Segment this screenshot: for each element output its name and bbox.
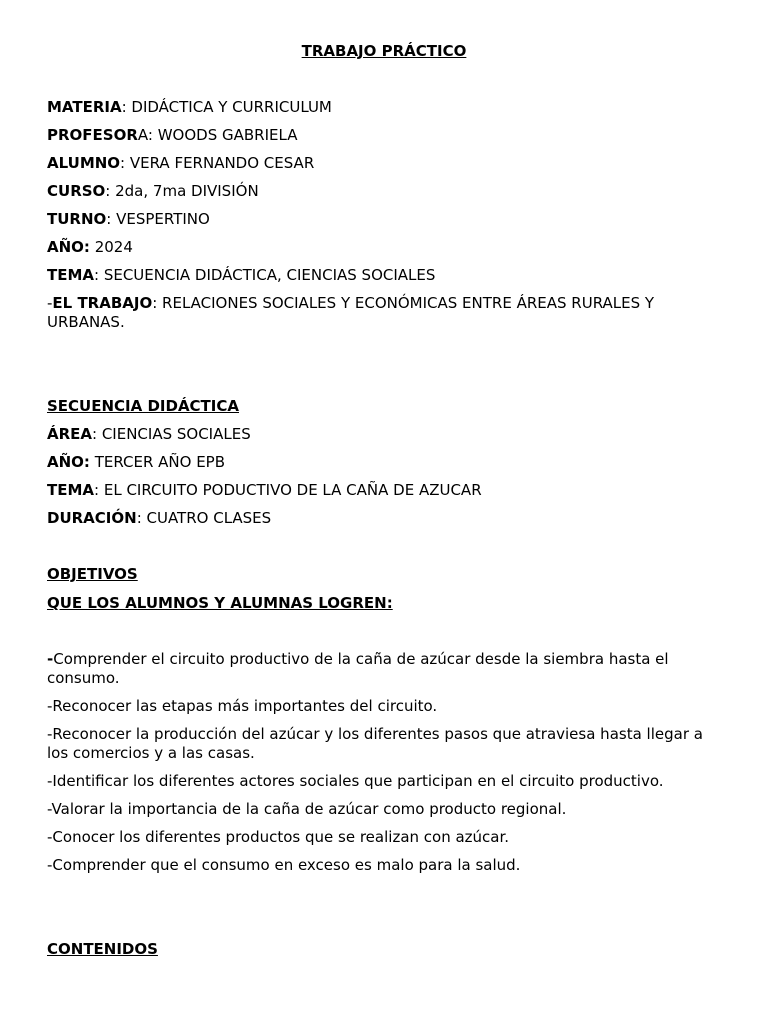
objective-dash: - [47,725,53,743]
objective-text: Identificar los diferentes actores sociales que participan en el circuito productivo. [52,772,664,790]
field-curso [47,182,727,201]
field-value: : RELACIONES SOCIALES Y ECONÓMICAS ENTRE ÁREAS RURALES Y URBANAS. [47,294,655,331]
field-label: TEMA [47,266,95,284]
field-value: : VESPERTINO [106,210,210,228]
objective-text: Comprender el circuito productivo de la caña de azúcar desde la siembra hasta el consumo. [47,650,669,687]
field-tema-seq [47,481,727,500]
objective-text: Reconocer la producción del azúcar y los diferentes pasos que atraviesa hasta llegar a los comercios y a las casas. [47,725,703,762]
objective-dash: - [47,772,53,790]
contents-heading: CONTENIDOS [47,940,158,958]
objectives-subheading: QUE LOS ALUMNOS Y ALUMNAS LOGREN: [47,594,393,612]
field-alumno [47,154,727,173]
field-area [47,425,727,444]
objective-item [47,800,727,819]
field-prefix: - [47,294,53,312]
field-value: : CIENCIAS SOCIALES [92,425,251,443]
field-profesora [47,126,727,145]
field-el-trabajo [47,294,727,332]
field-anio [47,238,727,257]
field-materia [47,98,727,117]
field-value: : VERA FERNANDO CESAR [120,154,315,172]
field-label: TURNO [47,210,107,228]
objective-item [47,725,727,763]
field-label: ALUMNO [47,154,121,172]
field-value: : SECUENCIA DIDÁCTICA, CIENCIAS SOCIALES [94,266,436,284]
sequence-heading: SECUENCIA DIDÁCTICA [47,397,239,415]
field-label: AÑO: [47,453,90,471]
objectives-heading: OBJETIVOS [47,565,138,583]
field-value: : CUATRO CLASES [136,509,272,527]
document-title: TRABAJO PRÁCTICO [301,42,467,60]
field-anio-seq [47,453,727,472]
field-value: : EL CIRCUITO PODUCTIVO DE LA CAÑA DE AZUCAR [94,481,482,499]
objective-text: Valorar la importancia de la caña de azúcar como producto regional. [51,800,567,818]
objective-text: Comprender que el consumo en exceso es malo para la salud. [52,856,521,874]
field-label: ÁREA [47,425,93,443]
objective-dash: - [47,650,54,668]
field-duracion [47,509,727,528]
objective-item [47,856,727,875]
objective-dash: - [47,856,53,874]
field-label: AÑO: [47,238,90,256]
field-label: MATERIA [47,98,122,116]
field-turno [47,210,727,229]
field-label: EL TRABAJO [52,294,153,312]
objective-item [47,828,727,847]
field-label: PROFESOR [47,126,138,144]
field-value: : DIDÁCTICA Y CURRICULUM [121,98,332,116]
objective-text: Conocer los diferentes productos que se realizan con azúcar. [52,828,510,846]
field-label: CURSO [47,182,106,200]
objective-item [47,650,727,688]
field-value: : 2da, 7ma DIVISIÓN [105,182,259,200]
objective-text: Reconocer las etapas más importantes del circuito. [52,697,438,715]
objective-dash: - [47,800,52,818]
field-value: TERCER AÑO EPB [89,453,226,471]
field-label: DURACIÓN [47,509,137,527]
objective-item [47,697,727,716]
objective-dash: - [47,828,53,846]
field-value: A: WOODS GABRIELA [137,126,298,144]
field-label: TEMA [47,481,95,499]
objective-dash: - [47,697,53,715]
objective-item [47,772,727,791]
field-tema [47,266,727,285]
field-value: 2024 [89,238,133,256]
